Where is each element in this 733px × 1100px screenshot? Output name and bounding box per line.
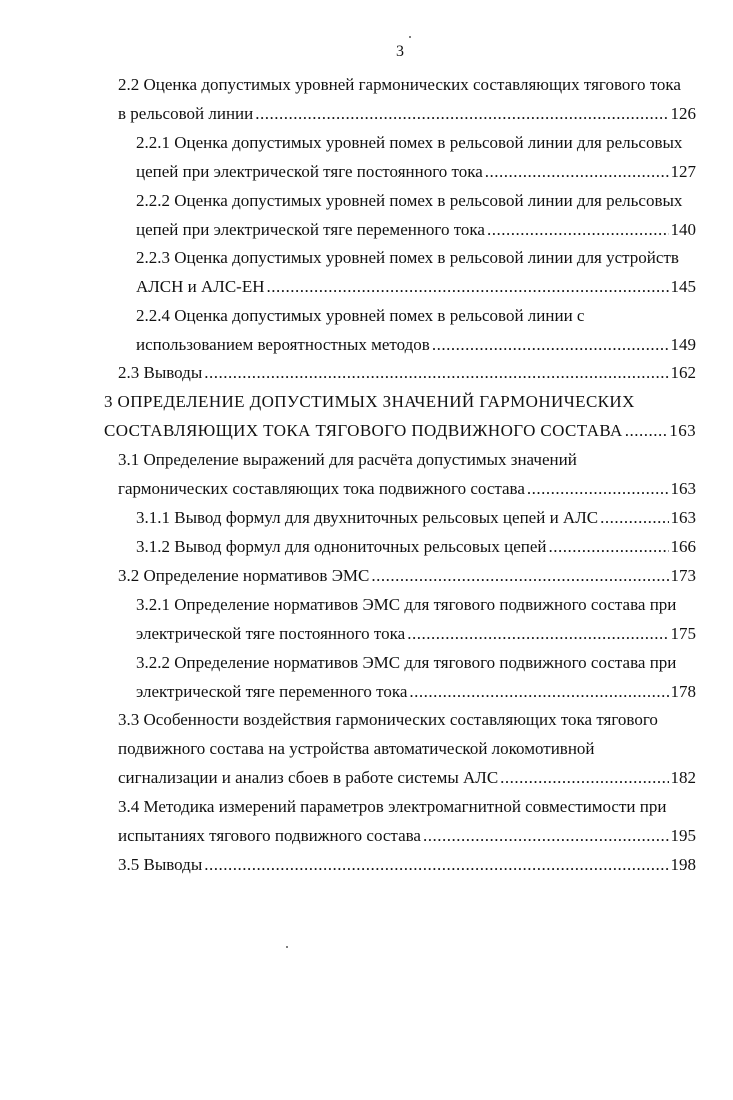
toc-entry-text: цепей при электрической тяге постоянного тока [136,162,483,181]
dot-leader [407,619,668,648]
toc-entry-text: 3.1.1 Вывод формул для двухниточных рельсовых цепей и АЛС [136,508,599,527]
toc-entry-text: использованием вероятностных методов [136,335,430,354]
toc-entry-text: 3.5 Выводы [118,855,203,874]
toc-entry-text: 2.2.3 Оценка допустимых уровней помех в рельсовой линии для устройств [136,248,679,267]
toc-page-number: 140 [670,220,696,239]
toc-entry-text: 3 ОПРЕДЕЛЕНИЕ ДОПУСТИМЫХ ЗНАЧЕНИЙ ГАРМОНИЧЕСКИХ [104,392,635,411]
toc-page-number: 163 [669,421,696,440]
dot-leader [625,416,668,445]
toc-entry-text: электрической тяге постоянного тока [136,624,406,643]
toc-entry-text: 2.2 Оценка допустимых уровней гармонических составляющих тягового тока [118,75,681,94]
toc-entry-3-2-1[interactable] [136,590,696,648]
scan-speck [409,36,411,38]
toc-page-number: 182 [670,768,696,787]
toc-page-number: 195 [670,826,696,845]
toc-entry-3-3[interactable] [118,705,696,792]
toc-entry-text: 3.2.2 Определение нормативов ЭМС для тягового подвижного состава при [136,653,677,672]
dot-leader [371,561,668,590]
toc-entry-text: 3.2.1 Определение нормативов ЭМС для тягового подвижного состава при [136,595,677,614]
page-number: 3 [396,43,404,60]
toc-entry-2-2[interactable] [118,70,696,128]
toc-entry-3-1-1[interactable] [136,503,696,532]
toc-entry-3-1-2[interactable] [136,532,696,561]
toc-entry-text: 2.2.1 Оценка допустимых уровней помех в рельсовой линии для рельсовых [136,133,683,152]
toc-page-number: 178 [670,682,696,701]
toc-entry-text: 2.2.4 Оценка допустимых уровней помех в рельсовой линии с [136,306,585,325]
toc-entry-3-5[interactable] [118,850,696,879]
toc-entry-text: подвижного состава на устройства автоматической локомотивной [118,739,595,758]
toc-entry-text: 2.2.2 Оценка допустимых уровней помех в рельсовой линии для рельсовых [136,191,683,210]
toc-entry-text: 3.3 Особенности воздействия гармонических составляющих тока тягового [118,710,658,729]
toc-page-number: 163 [670,508,696,527]
toc-entry-text: 3.1.2 Вывод формул для однониточных рельсовых цепей [136,537,547,556]
toc-entry-text: испытаниях тягового подвижного состава [118,826,421,845]
dot-leader [548,532,668,561]
toc-entry-text: сигнализации и анализ сбоев в работе системы АЛС [118,768,499,787]
toc-entry-2-2-4[interactable] [136,301,696,359]
toc-page-number: 198 [670,855,696,874]
toc-entry-text: СОСТАВЛЯЮЩИХ ТОКА ТЯГОВОГО ПОДВИЖНОГО СОСТАВА [104,421,623,440]
dot-leader [204,850,668,879]
toc-entry-text: гармонических составляющих тока подвижного состава [118,479,525,498]
dot-leader [527,474,669,503]
dot-leader [255,99,668,128]
dot-leader [432,330,669,359]
dot-leader [409,677,668,706]
toc-page-number: 126 [670,104,696,123]
toc-page-number: 162 [670,363,696,382]
toc-entry-text: цепей при электрической тяге переменного тока [136,220,485,239]
dot-leader [204,358,668,387]
toc-entry-2-2-1[interactable] [136,128,696,186]
toc-page-number: 145 [670,277,696,296]
dot-leader [600,503,668,532]
toc-entry-3-4[interactable] [118,792,696,850]
toc-page-number: 166 [670,537,696,556]
toc-page-number: 149 [670,335,696,354]
dot-leader [500,763,668,792]
toc-page-number: 127 [670,162,696,181]
toc-page-number: 175 [670,624,696,643]
toc-page-number: 163 [670,479,696,498]
toc-entry-text: 2.3 Выводы [118,363,203,382]
toc-entry-3-2[interactable] [118,561,696,590]
toc-entry-text: 3.4 Методика измерений параметров электромагнитной совместимости при [118,797,667,816]
toc-entry-text: в рельсовой линии [118,104,254,123]
toc-entry-2-2-2[interactable] [136,186,696,244]
toc-entry-2-2-3[interactable] [136,243,696,301]
toc-entry-3-1[interactable] [118,445,696,503]
toc-page-number: 173 [670,566,696,585]
toc-entry-text: 3.1 Определение выражений для расчёта допустимых значений [118,450,577,469]
toc-entry-text: электрической тяге переменного тока [136,682,408,701]
toc-entry-3-2-2[interactable] [136,648,696,706]
scan-speck [286,946,288,948]
dot-leader [487,215,669,244]
toc-entry-text: АЛСН и АЛС-ЕН [136,277,265,296]
toc-entry-3[interactable] [104,387,696,445]
dot-leader [485,157,669,186]
dot-leader [267,272,669,301]
toc-entry-2-3[interactable] [118,358,696,387]
toc-entry-text: 3.2 Определение нормативов ЭМС [118,566,370,585]
dot-leader [423,821,669,850]
